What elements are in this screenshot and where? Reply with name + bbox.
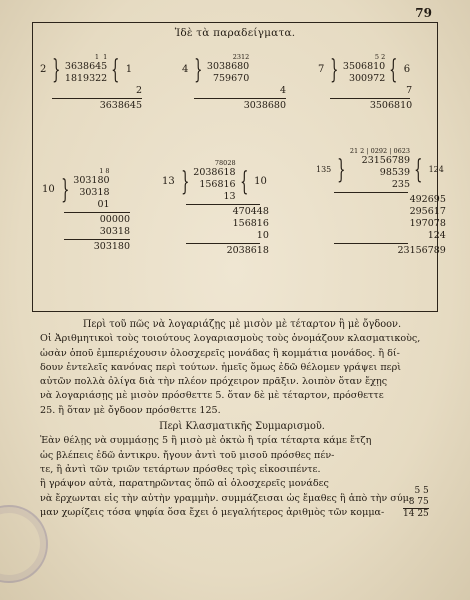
divisor: 7 xyxy=(318,63,325,75)
remainder: 13 xyxy=(223,191,236,202)
quotient: 124 xyxy=(428,164,444,174)
addend: 8 75 xyxy=(408,497,429,507)
text-line: δουν ἐντελεῖς κανόνας περὶ τούτων. ἡμεῖς ὅμως ἐδῶ θέλομεν γράψει περὶ xyxy=(40,361,401,373)
remainder: 4 xyxy=(279,85,286,96)
divisor: 135 xyxy=(316,164,332,174)
example-division-6: 135 } 21 2 | 0292 | 0623 23156789 98539 235 { 124 492695 295617 197078 124 23156789 xyxy=(316,147,446,256)
text-line: ὡσὰν ὁποῦ ἐμπεριέχουσιν ὁλοσχερεῖς μονάδας ἢ κομμάτια μονάδος. ἢ δί- xyxy=(40,347,400,359)
quotient: 6 xyxy=(403,63,411,75)
partial-line: 156816 xyxy=(232,218,269,229)
subtrahend: 30318 xyxy=(79,187,110,198)
section-fractions xyxy=(40,318,444,520)
text-line: Οἱ Ἀριθμητικοὶ τοὺς τοιούτους λογαριασμοὺς τοὺς ὀνομάζουν κλασματικοὺς, xyxy=(40,333,421,345)
text-line: νὰ λογαριάσῃς μὲ μισὸν πρόσθεττε 5. ὅταν δὲ μὲ τέταρτον, πρόσθεττε xyxy=(40,390,384,402)
carry-digits: 1 8 xyxy=(99,167,110,175)
result: 2038618 xyxy=(226,245,269,256)
result: 23156789 xyxy=(397,245,446,256)
partial-line: 492695 xyxy=(409,194,446,205)
partial-line: 295617 xyxy=(409,206,446,217)
example-division-4: 10 } 1 8 303180 30318 01 00000 30318 303180 xyxy=(42,167,130,252)
example-division-3: 7 } 5 2 3506810 300972 { 6 7 3506810 xyxy=(318,53,413,111)
dividend: 303180 xyxy=(73,175,110,186)
paragraph-fractions xyxy=(40,332,444,418)
text-line: ὡς βλέπεις ἐδῶ ἀντικρυ. ἤγουν ἀντὶ τοῦ μισοῦ πρόσθες πέν- xyxy=(40,449,335,461)
text-line: μαν χωρίζεις τόσα ψηφία ὅσα ἔχει ὁ μεγαλήτερος ἀριθμὸς τῶν κομμα- xyxy=(40,506,385,518)
remainder: 2 xyxy=(135,85,142,96)
dividend: 3638645 xyxy=(64,61,108,72)
heading-fractions: Περὶ τοῦ πῶς νὰ λογαριάζῃς μὲ μισὸν μὲ τέταρτον ἢ μὲ ὄγδοον. xyxy=(82,319,402,330)
carry-digits: 2312 xyxy=(232,53,250,61)
quotient: 1 xyxy=(125,63,133,75)
remainder: 235 xyxy=(391,179,411,190)
subtrahend: 759670 xyxy=(212,73,250,84)
subtrahend: 1819322 xyxy=(64,73,108,84)
dividend: 23156789 xyxy=(361,155,411,166)
remainder: 01 xyxy=(97,199,110,210)
example-division-5: 13 } 78028 2038618 156816 13 { 10 470448 156816 10 2038618 xyxy=(162,159,269,256)
divisor: 10 xyxy=(42,183,55,195)
result: 3038680 xyxy=(243,100,286,111)
text-line: αὐτῶν πολλὰ ὀλίγα διὰ τὴν πλέον πρόχειρον πρᾶξιν. λοιπὸν ὅταν ἔχῃς xyxy=(40,376,388,388)
text-line: Ἐὰν θέλῃς νὰ συμμάσῃς 5 ἢ μισὸ μὲ ὀκτὼ ἢ τρία τέταρτα κάμε ἔτζη xyxy=(40,435,372,447)
partial-line: 30318 xyxy=(99,226,130,237)
example-division-2: 4 } 2312 3038680 759670 4 3038680 xyxy=(182,53,286,111)
dividend: 3038680 xyxy=(206,61,250,72)
subtrahend: 156816 xyxy=(199,179,236,190)
carry-digits: 1 1 xyxy=(94,53,108,61)
divisor: 13 xyxy=(162,175,175,187)
addition-example xyxy=(403,486,429,520)
partial-line: 00000 xyxy=(99,214,130,225)
addend: 5 5 xyxy=(414,486,429,496)
sum: 14 25 xyxy=(403,509,429,519)
text-line: ἢ γράψον αὐτὰ, παρατηρῶντας ὅπῶ αἱ ὁλοσχερεῖς μονάδες xyxy=(40,478,329,490)
carry-digits: 5 2 xyxy=(374,53,386,61)
text-line: 25. ἢ ὅταν μὲ ὄγδοον πρόσθεττε 125. xyxy=(40,404,221,416)
page-number: 79 xyxy=(415,6,432,20)
examples-title: Ἰδὲ τὰ παραδείγματα. xyxy=(174,27,296,39)
quotient: 10 xyxy=(254,175,267,187)
text-line: νὰ ἔρχωνται εἰς τὴν αὐτὴν γραμμὴν. συμμάζεισαι ὡς ἔμαθες ἢ ἀπὸ τὴν σύμ- xyxy=(40,492,413,504)
text-line: τε, ἢ ἀντὶ τῶν τριῶν τετάρτων πρόσθες τρὶς εἰκοσιπέντε. xyxy=(40,463,321,475)
dividend: 2038618 xyxy=(193,167,236,178)
carry-digits: 78028 xyxy=(214,159,236,167)
dividend: 3506810 xyxy=(342,61,386,72)
partial-line: 197078 xyxy=(409,218,446,229)
partial-line: 124 xyxy=(427,230,446,241)
example-division-1: 2 } 1 1 3638645 1819322 { 1 2 3638645 xyxy=(40,53,142,111)
divisor: 4 xyxy=(182,63,189,75)
divisor: 2 xyxy=(40,63,47,75)
remainder: 7 xyxy=(406,85,413,96)
result: 303180 xyxy=(93,241,130,252)
carry-digits: 21 2 | 0292 | 0623 xyxy=(349,147,411,155)
result: 3506810 xyxy=(369,100,413,111)
heading-fraction-addition: Περὶ Κλασματικῆς Συμμαρισμοῦ. xyxy=(159,421,325,433)
partial-line: 470448 xyxy=(232,206,269,217)
subtrahend: 98539 xyxy=(379,167,411,178)
subtrahend: 300972 xyxy=(348,73,386,84)
result: 3638645 xyxy=(99,100,142,111)
partial-line: 10 xyxy=(256,230,269,241)
paragraph-fraction-addition xyxy=(40,434,444,520)
